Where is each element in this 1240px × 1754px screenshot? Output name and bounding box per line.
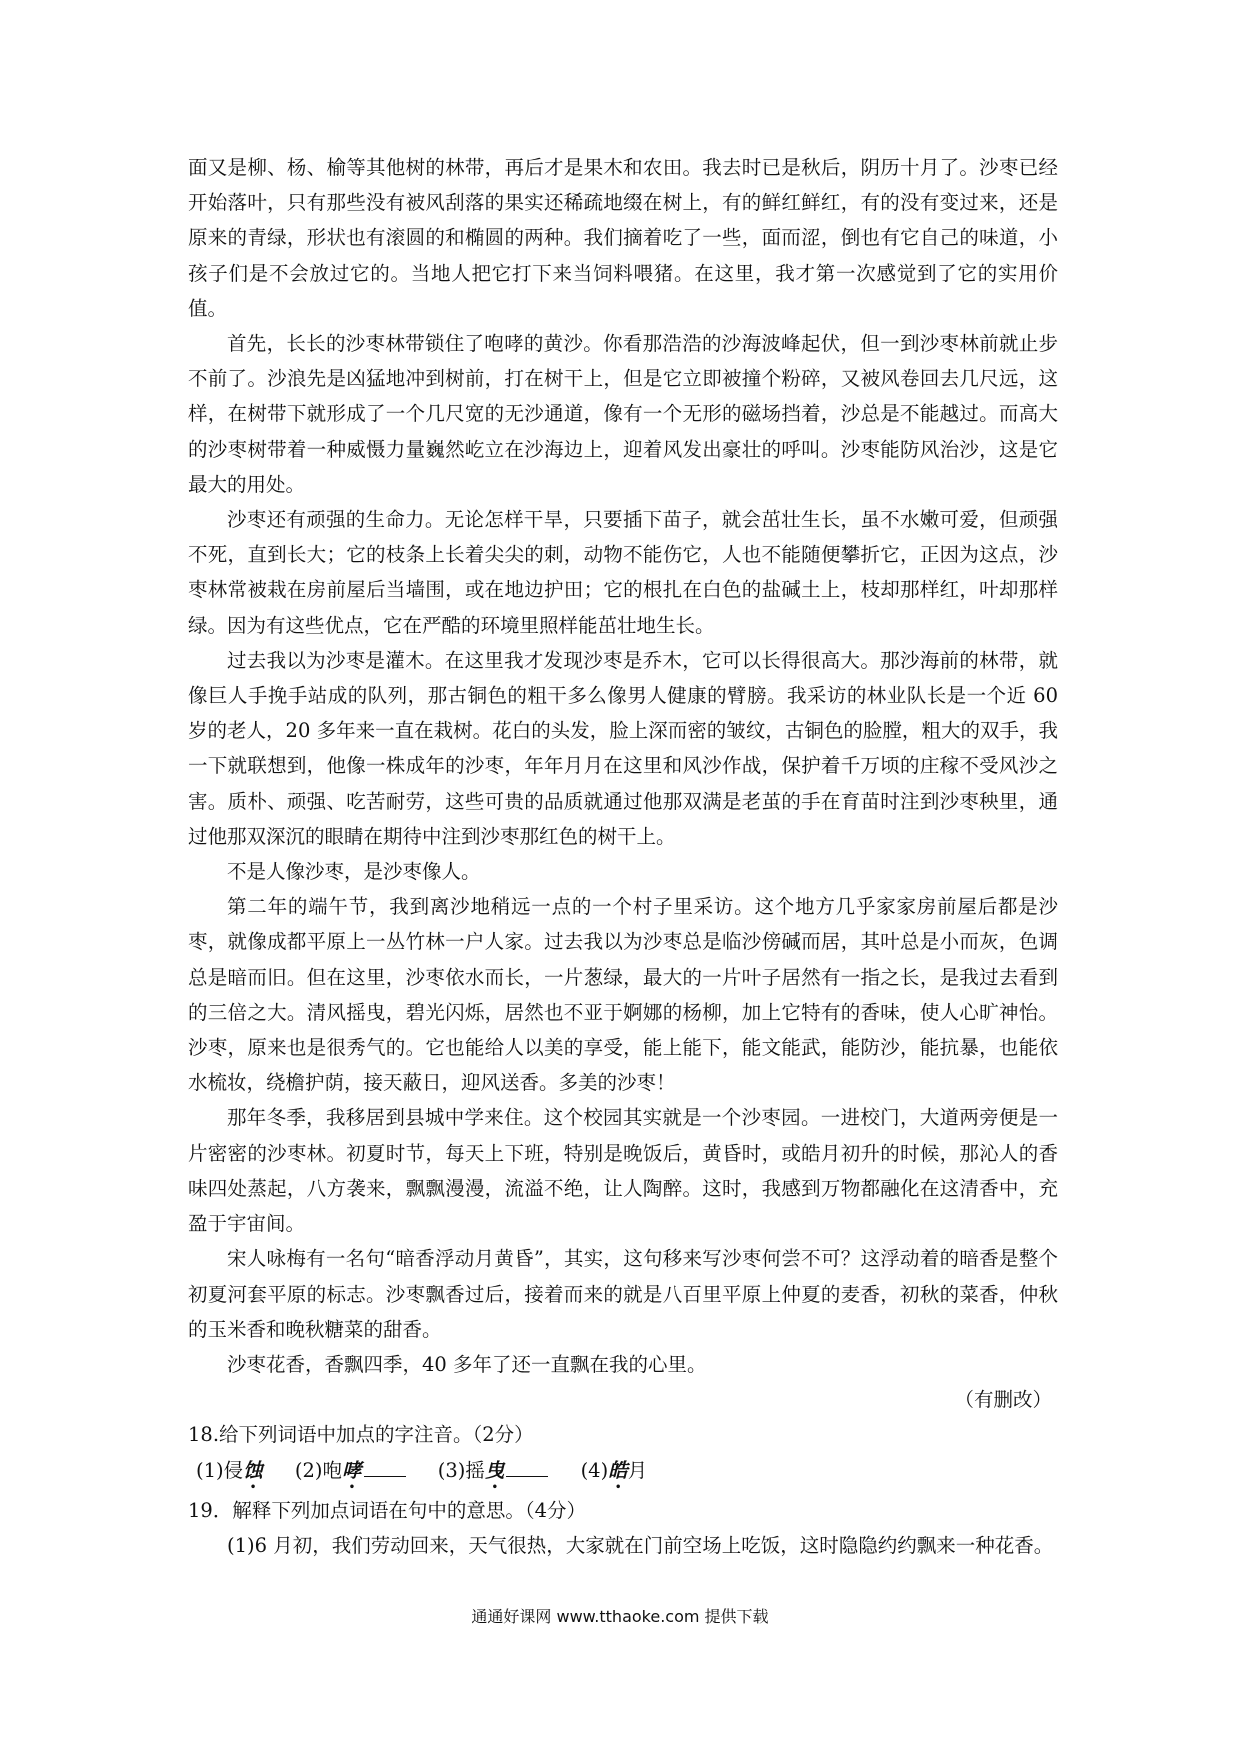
q18-option-3 <box>438 1453 549 1493</box>
paragraph: 不是人像沙枣，是沙枣像人。 <box>227 860 481 884</box>
option-number: (2) <box>294 1458 323 1482</box>
dotted-char: 皓 <box>608 1458 628 1482</box>
paragraph: 第二年的端午节，我到离沙地稍远一点的一个村子里采访。这个地方几乎家家房前屋后都是沙枣，就像成都平原上一丛竹林一户人家。过去我以为沙枣总是临沙傍碱而居，其叶总是小而灰，色调总是暗而旧。但在这里，沙枣依水而长，一片葱绿，最大的一片叶子居然有一指之长，是我过去看到的三倍之大。清风摇曳，碧光闪烁，居然也不亚于婀娜的杨柳，加上它特有的香味，使人心旷神怡。沙枣，原来也是很秀气的。它也能给人以美的享受，能上能下，能文能武，能防沙，能抗暴，也能依水梳妆，绕檐护荫，接天蔽日，迎风送香。多美的沙枣！ <box>188 895 1058 1095</box>
paragraph: 那年冬季，我移居到县城中学来住。这个校园其实就是一个沙枣园。一进校门，大道两旁便是一片密密的沙枣林。初夏时节，每天上下班，特别是晚饭后，黄昏时，或皓月初升的时候，那沁人的香味四处蒸起，八方袭来，飘飘漫漫，流溢不绝，让人陶醉。这时，我感到万物都融化在这清香中，充盈于宇宙间。 <box>188 1106 1058 1236</box>
paragraph: 面又是柳、杨、榆等其他树的林带，再后才是果木和农田。我去时已是秋后，阴历十月了。沙枣已经开始落叶，只有那些没有被风刮落的果实还稀疏地缀在树上，有的鲜红鲜红，有的没有变过来，还是原来的青绿，形状也有滚圆的和椭圆的两种。我们摘着吃了一些，面而涩，倒也有它自己的味道，小孩子们是不会放过它的。当地人把它打下来当饲料喂猪。在这里，我才第一次感觉到了它的实用价值。 <box>188 156 1058 320</box>
dotted-char: 蚀 <box>243 1458 263 1482</box>
question-19-item-1: (1)6 月初，我们劳动回来，天气很热，大家就在门前空场上吃饭，这时隐隐约约飘来一种花香。 <box>227 1533 1054 1557</box>
question-18-title: 18.给下列词语中加点的字注音。（2分） <box>188 1423 534 1447</box>
paragraph: 沙枣花香，香飘四季，40 多年了还一直飘在我的心里。 <box>227 1352 707 1376</box>
option-number: (1) <box>196 1458 224 1482</box>
paragraph: 首先，长长的沙枣林带锁住了咆哮的黄沙。你看那浩浩的沙海波峰起伏，但一到沙枣林前就止步不前了。沙浪先是凶猛地冲到树前，打在树干上，但是它立即被撞个粉碎，又被风卷回去几尺远，这样，在树带下就形成了一个几尺宽的无沙通道，像有一个无形的磁场挡着，沙总是不能越过。而高大的沙枣树带着一种威慑力量巍然屹立在沙海边上，迎着风发出豪壮的呼叫。沙枣能防风治沙，这是它最大的用处。 <box>188 332 1058 496</box>
option-number: (3) <box>437 1458 466 1482</box>
page-footer: 通通好课网 www.tthaoke.com 提供下载 <box>471 1607 769 1626</box>
paragraph: 沙枣还有顽强的生命力。无论怎样干旱，只要插下苗子，就会茁壮生长，虽不水嫩可爱，但顽强不死，直到长大；它的枝条上长着尖尖的刺，动物不能伤它，人也不能随便攀折它，正因为这点，沙枣林常被栽在房前屋后当墙围，或在地边护田；它的根扎在白色的盐碱土上，枝却那样红，叶却那样绿。因为有这些优点，它在严酷的环境里照样能茁壮地生长。 <box>188 508 1058 637</box>
paragraph: 宋人咏梅有一名句“暗香浮动月黄昏”，其实，这句移来写沙枣何尝不可？这浮动着的暗香是整个初夏河套平原的标志。沙枣飘香过后，接着而来的就是八百里平原上仲夏的麦香，初秋的菜香，仲秋的玉米香和晚秋糖菜的甜香。 <box>188 1247 1058 1341</box>
option-number: (4) <box>580 1458 609 1482</box>
option-char: 月 <box>627 1458 648 1482</box>
q18-option-2 <box>295 1453 406 1493</box>
answer-blank[interactable] <box>364 1458 406 1477</box>
question-18-options <box>188 1453 1058 1493</box>
paragraph: 过去我以为沙枣是灌木。在这里我才发现沙枣是乔木，它可以长得很高大。那沙海前的林带，就像巨人手挽手站成的队列，那古铜色的粗干多么像男人健康的臂膀。我采访的林业队长是一个近 60 岁的老人，20 多年来一直在栽树。花白的头发，脸上深而密的皱纹，古铜色的脸膛，粗大的双手，我一下就联想到，他像一株成年的沙枣，年年月月在这里和风沙作战，保护着千万顷的庄稼不受风沙之害。质朴、顽强、吃苦耐劳，这些可贵的品质就通过他那双满是老茧的手在育苗时注到沙枣秧里，通过他那双深沉的眼睛在期待中注到沙枣那红色的树干上。 <box>188 648 1058 848</box>
option-char: 侵 <box>223 1458 244 1482</box>
question-19-title: 19．解释下列加点词语在句中的意思。（4分） <box>188 1498 586 1522</box>
article-content <box>188 150 1058 1563</box>
q18-option-4 <box>581 1453 648 1493</box>
answer-blank[interactable] <box>506 1458 548 1477</box>
source-note: （有删改） <box>954 1388 1052 1412</box>
dotted-char: 哮 <box>342 1458 362 1482</box>
dotted-char: 曳 <box>484 1458 505 1482</box>
option-char: 咆 <box>322 1458 342 1482</box>
option-char: 摇 <box>465 1458 485 1482</box>
q18-option-1 <box>196 1453 263 1493</box>
